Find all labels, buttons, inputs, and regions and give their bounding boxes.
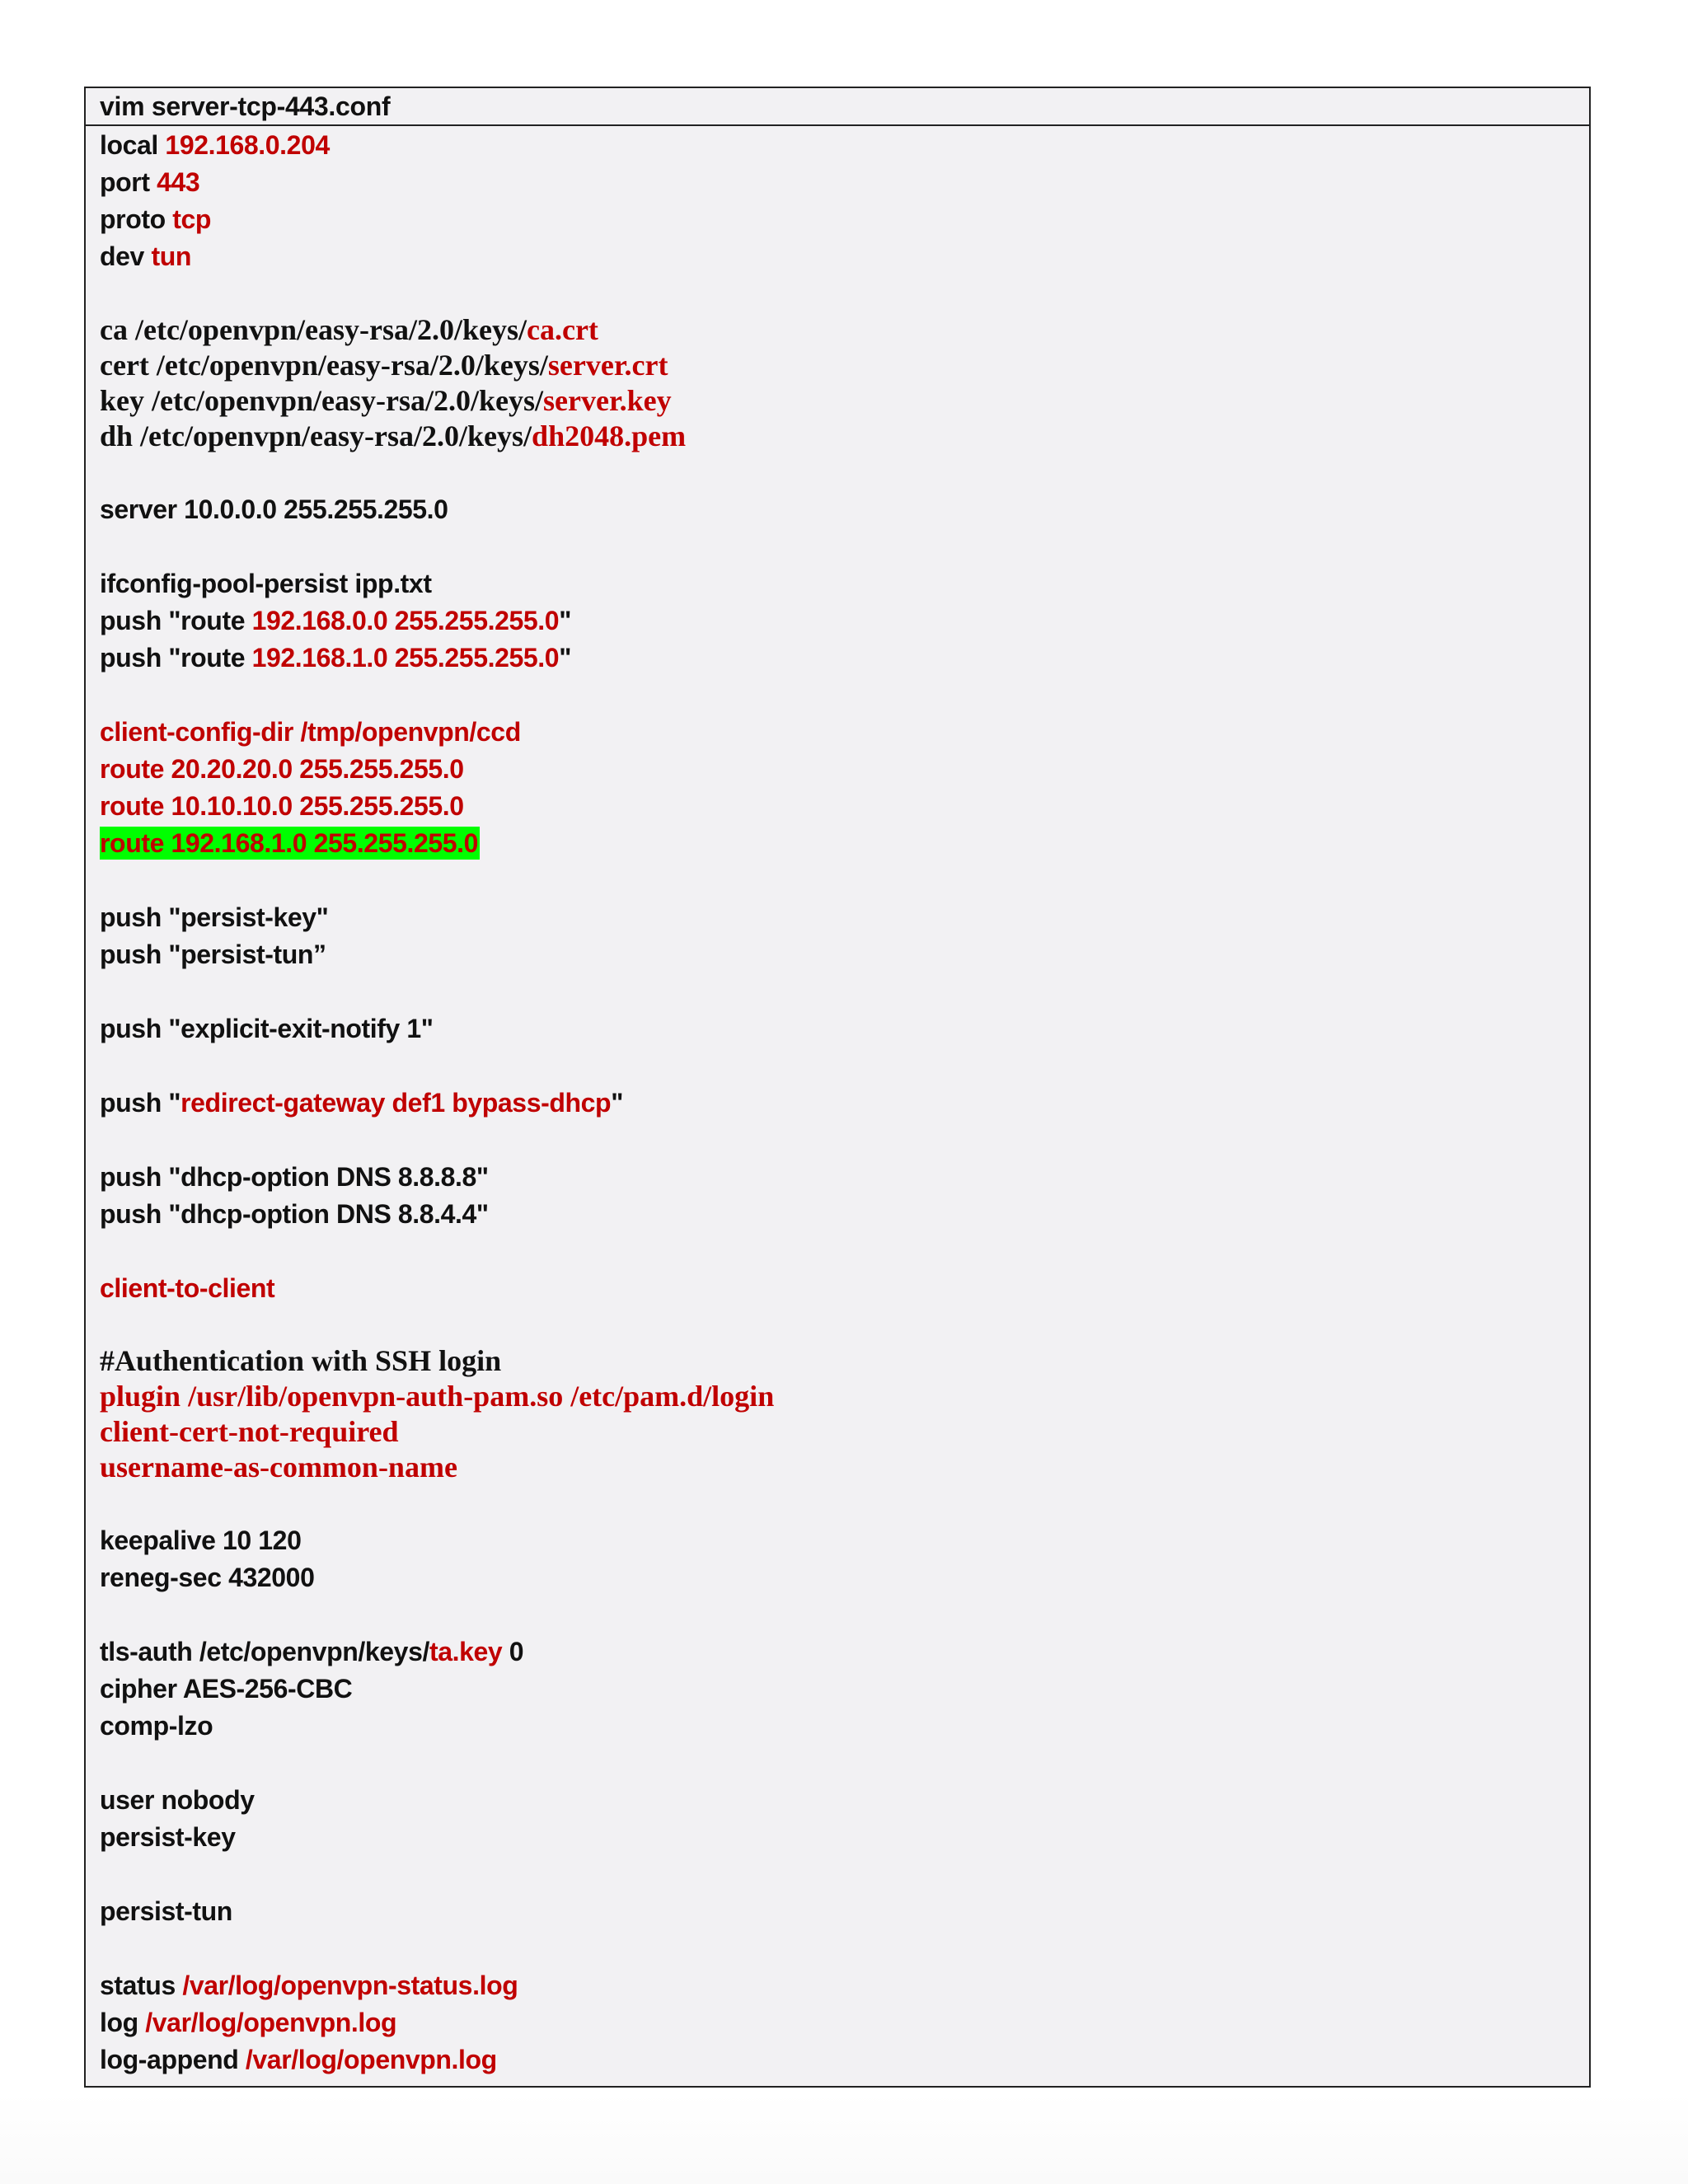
- blank-line: [100, 1930, 1589, 1967]
- config-file-box: [84, 87, 1591, 2088]
- directive-value: tcp: [172, 204, 212, 234]
- config-line-server: server 10.0.0.0 255.255.255.0: [100, 494, 448, 524]
- directive-key: proto: [100, 204, 173, 234]
- config-line-username-as-common-name: username-as-common-name: [100, 1451, 457, 1483]
- config-line-push-persist-key: push "persist-key": [100, 902, 329, 932]
- config-line-cipher: cipher AES-256-CBC: [100, 1674, 353, 1704]
- directive-key: cert /etc/openvpn/easy-rsa/2.0/keys/: [100, 349, 548, 382]
- blank-line: [100, 973, 1589, 1010]
- config-line-auth-comment: #Authentication with SSH login: [100, 1344, 502, 1377]
- config-line-client-config-dir: client-config-dir /tmp/openvpn/ccd: [100, 717, 521, 747]
- config-line-route-3: [100, 825, 1589, 862]
- config-line-local: [100, 127, 1589, 164]
- blank-line: [100, 1307, 1589, 1343]
- directive-value: /var/log/openvpn.log: [245, 2045, 497, 2074]
- config-line-push-exit-notify: push "explicit-exit-notify 1": [100, 1014, 434, 1043]
- config-line-status: [100, 1967, 1589, 2004]
- config-line-reneg-sec: reneg-sec 432000: [100, 1563, 315, 1592]
- config-line-comp-lzo: comp-lzo: [100, 1711, 213, 1741]
- directive-key: log: [100, 2008, 146, 2037]
- blank-line: [100, 1856, 1589, 1893]
- directive-value: /var/log/openvpn-status.log: [182, 1971, 518, 2000]
- directive-key: local: [100, 130, 166, 160]
- config-line-user: user nobody: [100, 1785, 255, 1815]
- blank-line: [100, 1122, 1589, 1159]
- directive-value: /var/log/openvpn.log: [145, 2008, 397, 2037]
- directive-key: key /etc/openvpn/easy-rsa/2.0/keys/: [100, 384, 543, 417]
- config-line-push-redirect-gateway: [100, 1085, 1589, 1122]
- directive-suffix: ": [559, 643, 571, 673]
- blank-line: [100, 275, 1589, 312]
- directive-key: ca /etc/openvpn/easy-rsa/2.0/keys/: [100, 313, 527, 346]
- directive-value: server.key: [543, 384, 672, 417]
- directive-suffix: ": [559, 606, 571, 635]
- blank-line: [100, 1485, 1589, 1522]
- config-line-push-persist-tun: push "persist-tun”: [100, 940, 326, 969]
- config-body: [86, 126, 1589, 2079]
- blank-line: [100, 1745, 1589, 1782]
- page-bottom-margin: [0, 2093, 1688, 2184]
- directive-key: dh /etc/openvpn/easy-rsa/2.0/keys/: [100, 419, 532, 452]
- config-line-dh: [100, 419, 1589, 454]
- config-line-persist-tun: persist-tun: [100, 1896, 232, 1926]
- config-line-tls-auth: [100, 1633, 1589, 1671]
- config-line-port: [100, 164, 1589, 201]
- config-line-persist-key: persist-key: [100, 1822, 236, 1852]
- config-line-key: [100, 383, 1589, 419]
- config-line-cert: [100, 348, 1589, 383]
- directive-value: ca.crt: [526, 313, 598, 346]
- config-line-keepalive: keepalive 10 120: [100, 1526, 302, 1555]
- blank-line: [100, 528, 1589, 565]
- config-line-ca: [100, 312, 1589, 348]
- directive-key: status: [100, 1971, 183, 2000]
- config-line-plugin: plugin /usr/lib/openvpn-auth-pam.so /etc/pam.d/login: [100, 1380, 775, 1413]
- config-line-push-route-2: [100, 640, 1589, 677]
- blank-line: [100, 1233, 1589, 1270]
- directive-value: 192.168.1.0 255.255.255.0: [251, 643, 560, 673]
- directive-value: ta.key: [429, 1637, 503, 1666]
- directive-value: server.crt: [547, 349, 668, 382]
- config-line-log-append: [100, 2041, 1589, 2079]
- directive-key: tls-auth /etc/openvpn/keys/: [100, 1637, 429, 1666]
- directive-key: push "route: [100, 643, 252, 673]
- blank-line: [100, 454, 1589, 491]
- directive-key: log-append: [100, 2045, 246, 2074]
- directive-value: 443: [157, 167, 200, 197]
- blank-line: [100, 862, 1589, 899]
- directive-key: push ": [100, 1088, 181, 1118]
- config-line-push-route-1: [100, 602, 1589, 640]
- config-line-client-to-client: client-to-client: [100, 1273, 275, 1303]
- config-line-dev: [100, 238, 1589, 275]
- directive-suffix: ": [611, 1088, 623, 1118]
- directive-key: dev: [100, 241, 152, 271]
- config-line-proto: [100, 201, 1589, 238]
- config-line-route-1: route 20.20.20.0 255.255.255.0: [100, 754, 464, 784]
- blank-line: [100, 677, 1589, 714]
- config-line-push-dns-1: push "dhcp-option DNS 8.8.8.8": [100, 1162, 489, 1192]
- blank-line: [100, 1596, 1589, 1633]
- directive-key: push "route: [100, 606, 252, 635]
- directive-value: 192.168.0.204: [165, 130, 330, 160]
- config-line-push-dns-2: push "dhcp-option DNS 8.8.4.4": [100, 1199, 489, 1229]
- config-line-log: [100, 2004, 1589, 2041]
- config-line-route-2: route 10.10.10.0 255.255.255.0: [100, 791, 464, 821]
- directive-suffix: 0: [502, 1637, 524, 1666]
- directive-value: redirect-gateway def1 bypass-dhcp: [181, 1088, 612, 1118]
- highlighted-route: route 192.168.1.0 255.255.255.0: [100, 828, 479, 858]
- directive-key: port: [100, 167, 157, 197]
- directive-value: tun: [151, 241, 191, 271]
- blank-line: [100, 1047, 1589, 1085]
- config-line-client-cert-not-required: client-cert-not-required: [100, 1415, 399, 1448]
- directive-value: dh2048.pem: [532, 419, 687, 452]
- config-line-ifconfig-pool: ifconfig-pool-persist ipp.txt: [100, 569, 432, 598]
- file-command-header: vim server-tcp-443.conf: [86, 88, 1589, 126]
- directive-value: 192.168.0.0 255.255.255.0: [251, 606, 560, 635]
